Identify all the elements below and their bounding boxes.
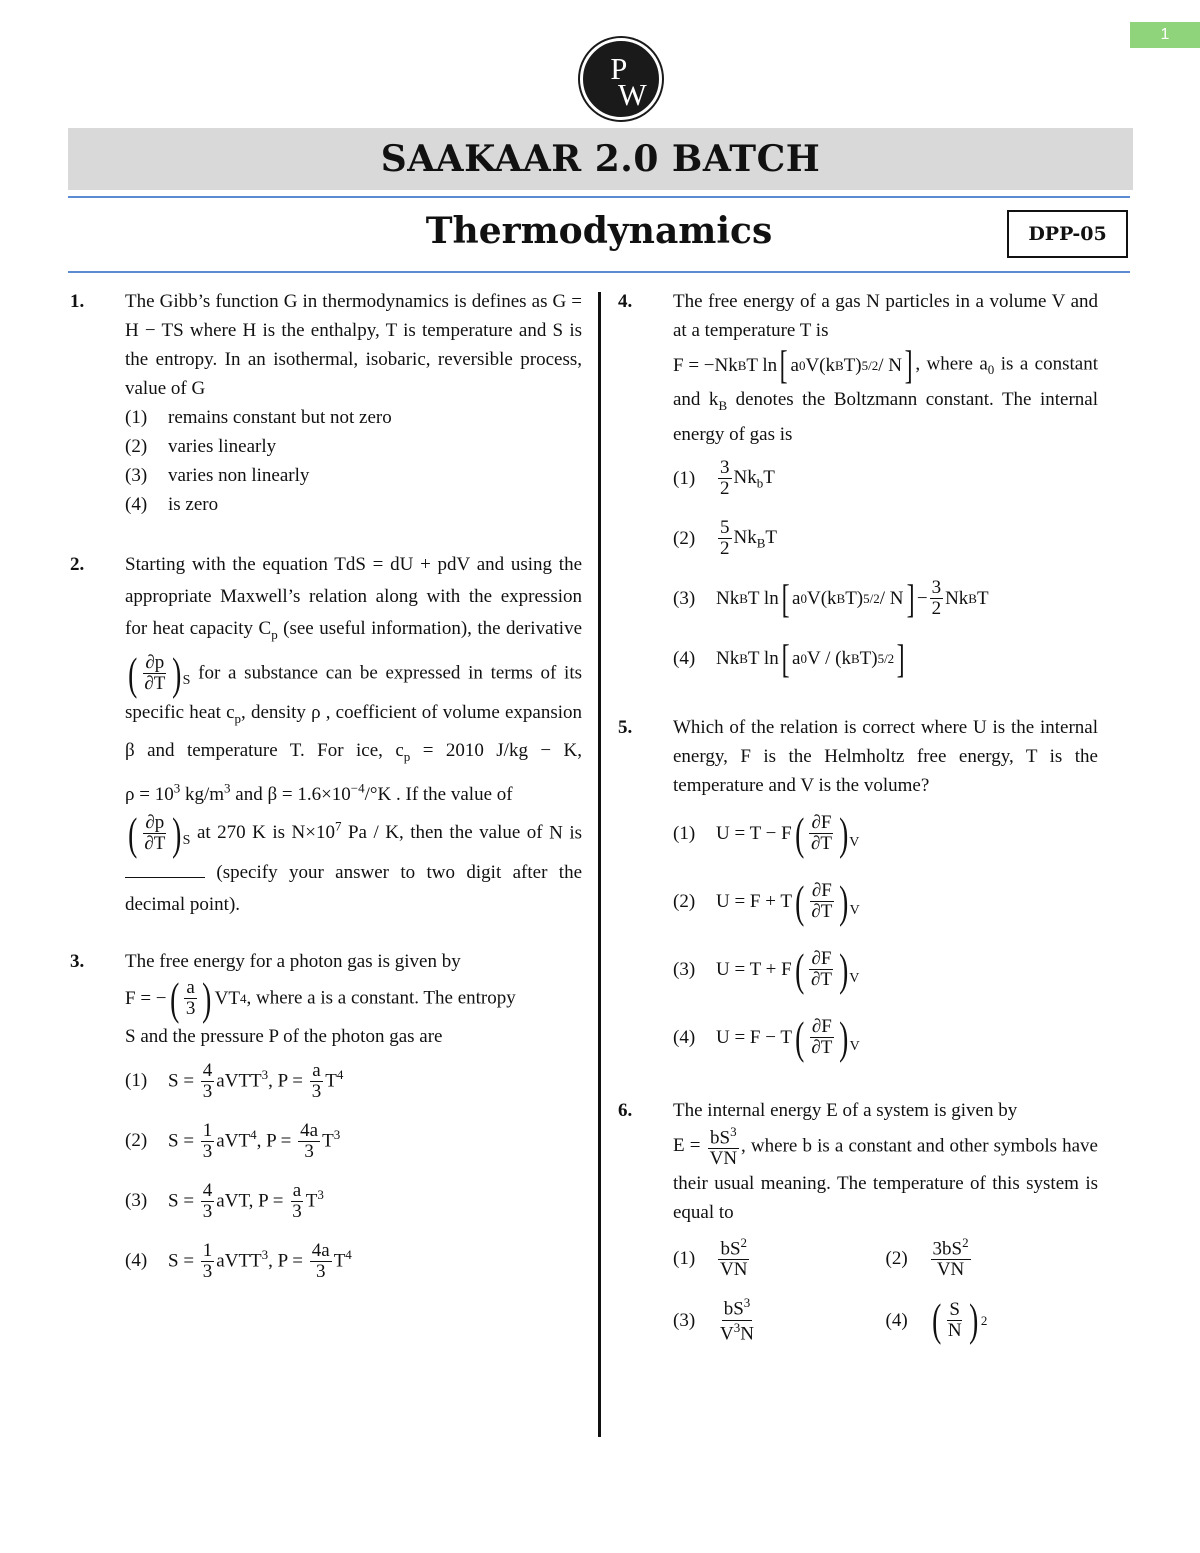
option-1 (673, 800, 1098, 868)
batch-title: SAAKAAR 2.0 BATCH (380, 138, 821, 180)
option-formula: S = $\frac{4}{3}$ aVTT$^3$, P = $\frac{a}{3}$ $T^4$ (168, 1060, 344, 1102)
equation: $C_p$ (258, 618, 278, 642)
question-text: Starting with the equation TdS = dU + pdV and using the appropriate Maxwell’s relation along with the expression for heat capacity $C_p$ (see useful information), the derivative ( $\frac{\partial p}{\partial T}$ ) S for a substance can be expressed in terms of its specific heat $c_p$, density ρ , coefficient of volume expansion β and temperature T. For ice, $c_p = 2010$ J/kg − K, $\rho = 10^3$ $kg/m^3$ and $\beta = 1.6\times 10^{-4}/^\circ K$ . If the value of ( $\frac{\partial p}{\partial T}$ ) S at 270 K is $N\times 10^7$ Pa / K, then the value of N is (specify your answer to two digit after the decimal point). (125, 554, 583, 915)
option-label: (2) (673, 528, 696, 550)
option-formula: $\frac{5}{2}$ $Nk_BT$ (720, 517, 778, 560)
option-formula: S = $\frac{4}{3}$ aVT, P = $\frac{a}{3}$ $T^3$ (168, 1180, 324, 1222)
left-column (70, 287, 582, 1313)
question-text (125, 947, 582, 1051)
text-run: (specify your answer to two digit after the decimal point). (125, 861, 582, 915)
option-3 (125, 1171, 582, 1231)
equation: and $\beta = 1.6\times 10^{-4}/^\circ K$ . If the value of (235, 780, 513, 805)
text-run: , where a (915, 353, 988, 375)
option-1 (673, 449, 1098, 509)
equation: at 270 K is $N\times 10^7$ Pa / K, then the value of (196, 818, 543, 844)
question-text (673, 1096, 1098, 1227)
option-label: (3) (125, 1190, 148, 1212)
text-run: The free energy of a gas N particles in a volume V and at a temperature T is (673, 291, 1098, 341)
option-label: (3) (125, 465, 148, 486)
text-run: S and the pressure P of the photon gas are (125, 1025, 443, 1047)
text-run: The free energy for a photon gas is given by (125, 950, 461, 972)
option-label: (4) (885, 1309, 908, 1331)
equation: $\rho = 10^3$ $kg/m^3$ (125, 780, 231, 805)
question-4 (618, 287, 1098, 689)
option-label: (1) (673, 1247, 696, 1269)
right-column (618, 287, 1098, 1373)
option-formula: $\frac{3}{2}$ $Nk_bT$ (720, 457, 775, 500)
option-3 (673, 936, 1098, 1004)
question-text: Which of the relation is correct where U is the internal energy, F is the Helmholtz free energy, T is the temperature and V is the volume? (673, 716, 1098, 796)
option-4 (673, 629, 1098, 689)
option-text: varies non linearly (168, 465, 310, 486)
option-formula: $\frac{bS^2}{VN}$ (720, 1234, 748, 1281)
text-run: The internal energy E of a system is given by (673, 1099, 1018, 1121)
option-formula: $\frac{3bS^2}{VN}$ (932, 1234, 969, 1281)
text-run: N is (549, 822, 582, 844)
text-run: , where b is a constant and other symbols have their usual meaning. The temperature of this system is equal to (673, 1135, 1098, 1223)
question-2 (70, 549, 582, 921)
option-label: (1) (673, 823, 696, 845)
option-label: (2) (673, 891, 696, 913)
option-label: (3) (673, 588, 696, 610)
column-divider (598, 292, 601, 1437)
text-run: kg/m (184, 783, 225, 805)
text-run: , density ρ , coefficient of volume expansion β and temperature T. For ice, (125, 701, 582, 761)
text-run: and using the appropriate Maxwell’s relation along with the expression for heat capacity (125, 554, 582, 639)
text-run: and β = 1.6×10 (235, 783, 351, 805)
option-text: varies linearly (168, 436, 277, 457)
option-label: (4) (673, 1027, 696, 1049)
option-formula: ( $\frac{S}{N}$ ) 2 (931, 1294, 988, 1345)
option-3 (673, 569, 1098, 629)
text-run: for a substance can be expressed in terms of its specific heat c (125, 662, 583, 723)
option-2 (673, 509, 1098, 569)
question-number: 4. (618, 291, 633, 312)
option-3 (125, 461, 582, 490)
batch-banner (68, 128, 1133, 190)
text-run: , where a is a constant. The entropy (246, 987, 516, 1009)
option-label: (4) (673, 648, 696, 670)
question-number: 3. (70, 950, 85, 972)
option-1 (125, 1051, 582, 1111)
text-run: Pa / K, then the value of (347, 822, 543, 844)
text-run: = 2010 J/kg − K, (422, 739, 583, 761)
page-number: 1 (1130, 22, 1200, 48)
option-formula: S = $\frac{1}{3}$ aVT$^4$, P = $\frac{4a}{3}$ $T^3$ (168, 1120, 341, 1162)
option-formula: $\frac{bS^3}{V^3N}$ (720, 1295, 754, 1344)
text-run: /°K . If the value of (364, 783, 513, 805)
text-run: at 270 K is N×10 (196, 822, 335, 844)
option-formula: U = T + F ( $\frac{\partial F}{\partial T}$ ) V (716, 943, 860, 995)
question-number: 1. (70, 291, 85, 312)
question-number: 2. (70, 554, 85, 575)
option-2 (673, 868, 1098, 936)
pw-logo (580, 38, 662, 120)
option-label: (2) (125, 1130, 148, 1152)
question-1 (70, 287, 582, 519)
option-text: is zero (168, 494, 219, 515)
option-label: (4) (125, 1250, 148, 1272)
equation: F = − ( $\frac{a}{3}$ ) VT 4 (125, 972, 247, 1024)
question-text: The Gibb’s function G in thermodynamics is defines as G = H − TS where H is the enthalpy, T is temperature and S is the entropy. In an isothermal, isobaric, reversible process, value of G (125, 291, 582, 399)
option-label: (1) (673, 468, 696, 490)
option-2 (125, 1111, 582, 1171)
option-formula: U = F + T ( $\frac{\partial F}{\partial T}$ ) V (716, 875, 860, 927)
option-formula: U = T − F ( $\frac{\partial F}{\partial T}$ ) V (716, 807, 860, 859)
option-label: (3) (673, 959, 696, 981)
option-2 (125, 432, 582, 461)
option-label: (1) (125, 407, 148, 428)
option-1 (125, 403, 582, 432)
header-rule-bottom (68, 271, 1130, 273)
partial-derivative: ( $\frac{\partial p}{\partial T}$ ) S (128, 647, 191, 699)
question-5 (618, 713, 1098, 1072)
option-4 (125, 1231, 582, 1291)
text-run: denotes the Boltzmann constant. The internal energy of gas is (673, 389, 1099, 445)
option-formula: S = $\frac{1}{3}$ aVTT$^3$, P = $\frac{4a}{3}$ $T^4$ (168, 1240, 352, 1282)
equation: $c_p = 2010$ J/kg − K, (395, 739, 583, 764)
dpp-label: DPP-05 (1007, 210, 1128, 258)
equation: F = −Nk B T ln [ a 0 V(k B T) 5/2 / N ] (673, 342, 913, 387)
subject-title: Thermodynamics (425, 210, 773, 252)
option-text: remains constant but not zero (168, 407, 392, 428)
option-formula: U = F − T ( $\frac{\partial F}{\partial T}$ ) V (716, 1011, 860, 1063)
option-4 (125, 490, 582, 519)
option-3 (673, 1289, 886, 1351)
equation: TdS = dU + pdV (334, 554, 470, 575)
partial-derivative: ( $\frac{\partial p}{\partial T}$ ) S (128, 807, 191, 859)
option-4 (886, 1289, 1099, 1351)
question-number: 5. (618, 716, 633, 738)
text-run: is a constant and k (673, 353, 1098, 410)
option-formula: Nk B T ln [ a 0 V(k B T) 5/2 / N ] − $\frac{3}{2}$ Nk B T (716, 575, 989, 621)
text-run: Starting with the equation (125, 554, 328, 575)
option-label: (1) (125, 1070, 148, 1092)
text-run: (see useful information), the derivative (283, 618, 582, 639)
question-number: 6. (618, 1099, 633, 1121)
option-label: (2) (125, 436, 148, 457)
question-text: The free energy of a gas N particles in a volume V and at a temperature T is F = −Nk B T ln [ a 0 V(k B T) 5/2 / N ] , where $a_0$ is a constant and $k_B$ denotes the Boltzmann constant. The internal energy of gas is (673, 291, 1099, 445)
answer-blank (125, 877, 205, 878)
option-grid (673, 1227, 1098, 1351)
header-rule-top (68, 196, 1130, 198)
option-2 (886, 1227, 1099, 1289)
text-run: ρ = 10 (125, 783, 174, 805)
question-6 (618, 1096, 1098, 1351)
option-label: (3) (673, 1309, 696, 1331)
text-run: C (258, 618, 272, 639)
svg-text:P: P (610, 52, 628, 86)
equation: E = $\frac{bS^3}{VN}$ (673, 1123, 738, 1170)
option-formula: Nk B T ln [ a 0 V / (k B T) 5/2 ] (716, 635, 905, 681)
question-3 (70, 947, 582, 1291)
svg-text:W: W (617, 77, 647, 112)
option-1 (673, 1227, 886, 1289)
option-4 (673, 1004, 1098, 1072)
option-label: (2) (885, 1247, 908, 1269)
option-label: (4) (125, 494, 148, 515)
